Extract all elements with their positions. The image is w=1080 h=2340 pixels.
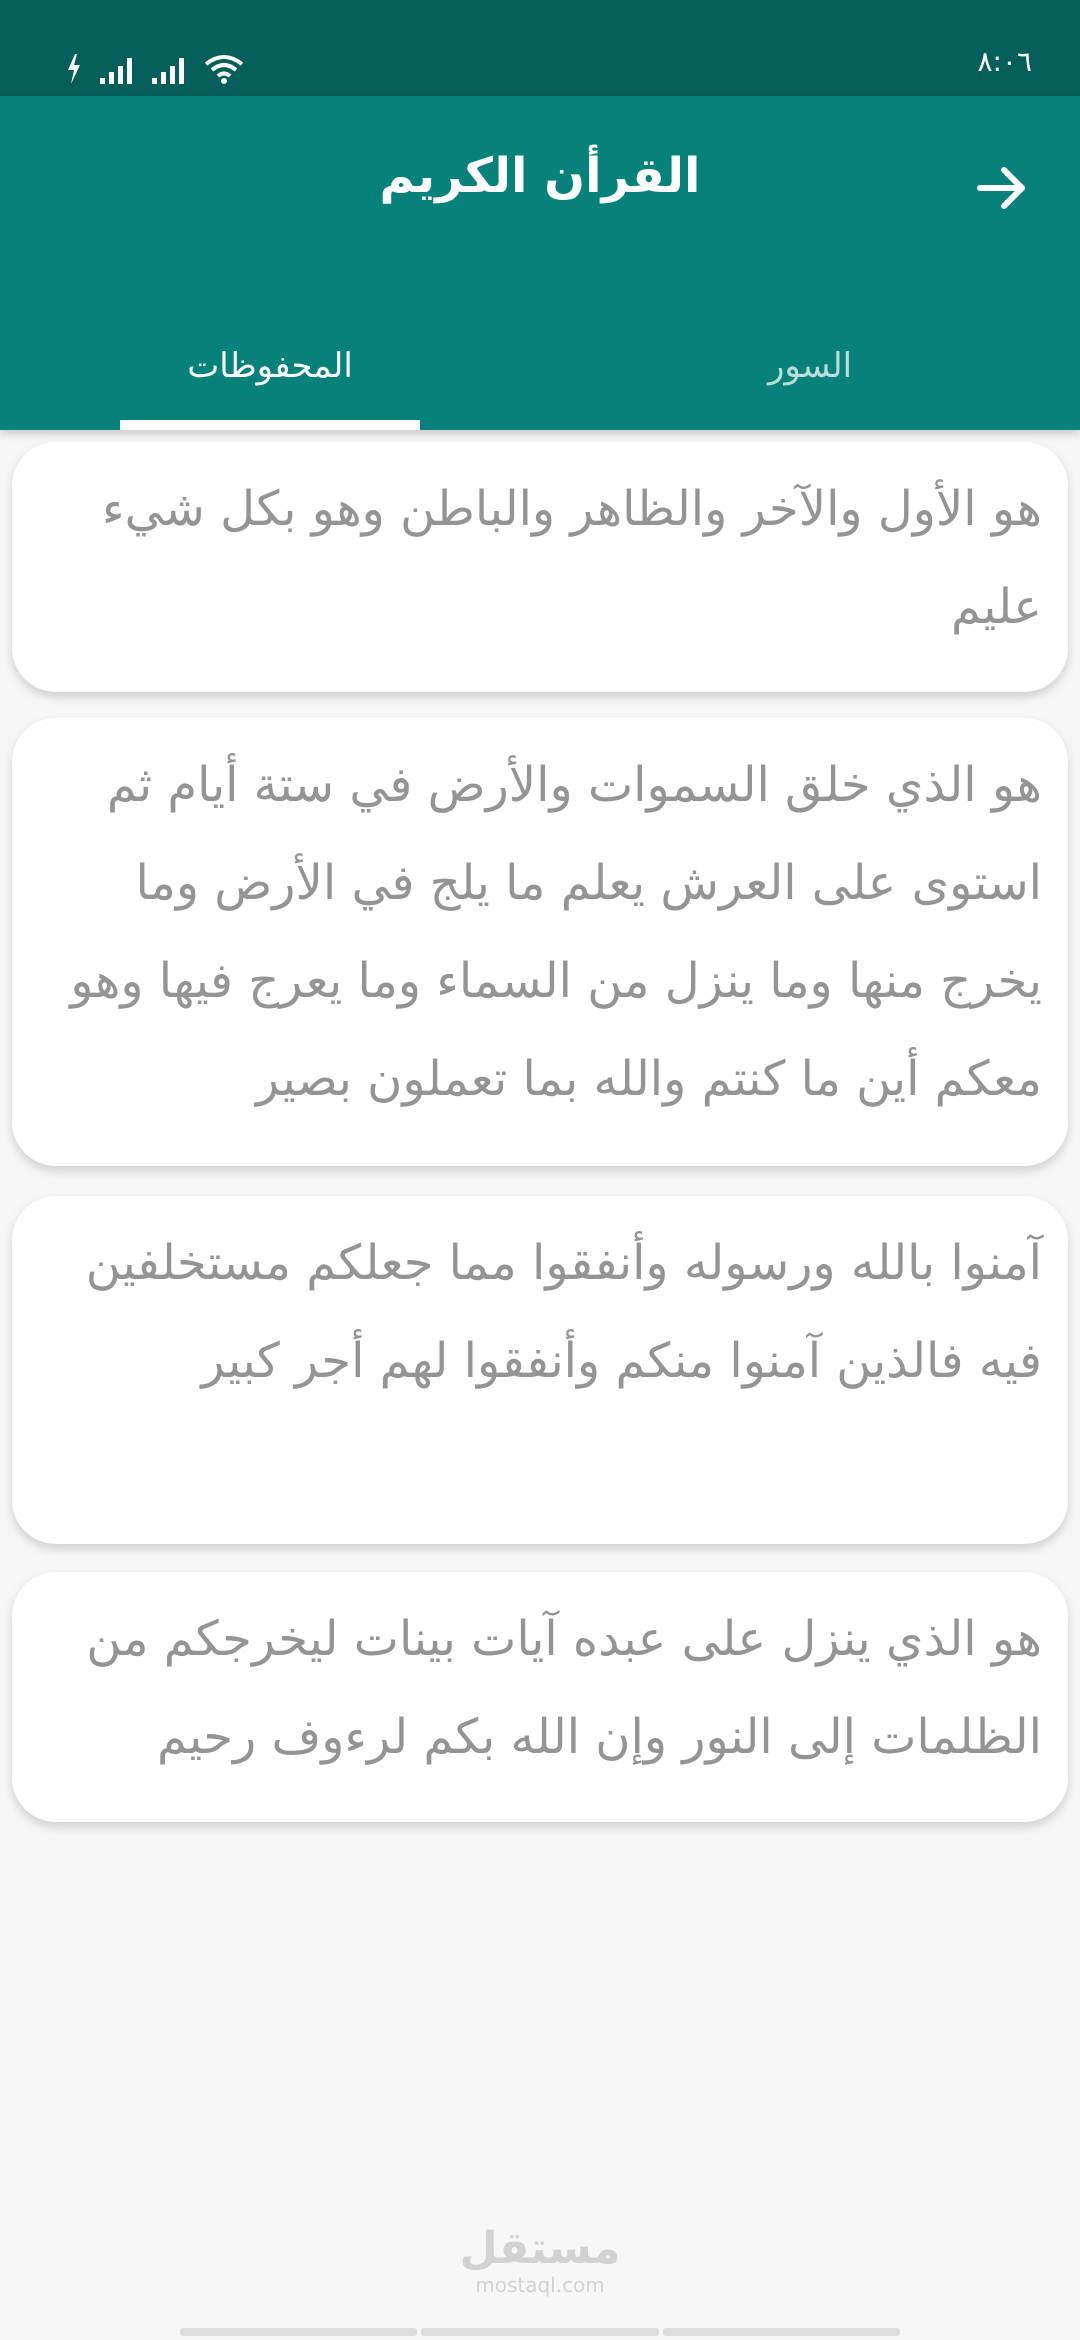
status-time: ٨:٠٦ bbox=[977, 45, 1032, 78]
status-bar bbox=[0, 0, 1080, 96]
charging-icon bbox=[66, 54, 82, 84]
page-title: القرأن الكريم bbox=[379, 148, 701, 204]
status-icons bbox=[66, 44, 244, 84]
nav-segment bbox=[663, 2328, 900, 2336]
verse-text: هو الذي ينزل على عبده آيات بينات ليخرجكم من الظلمات إلى النور وإن الله بكم لرءوف رحيم bbox=[86, 1611, 1042, 1765]
watermark bbox=[0, 2225, 1080, 2297]
navigation-bar[interactable] bbox=[180, 2328, 900, 2336]
verse-text: هو الأول والآخر والظاهر والباطن وهو بكل شيء عليم bbox=[102, 481, 1042, 635]
signal-icon bbox=[152, 58, 186, 84]
arrow-right-icon[interactable] bbox=[972, 158, 1032, 218]
signal-icon bbox=[100, 58, 134, 84]
nav-segment bbox=[421, 2328, 658, 2336]
nav-segment bbox=[180, 2328, 417, 2336]
tab-surahs[interactable]: السور bbox=[767, 346, 853, 386]
wifi-icon bbox=[204, 54, 244, 84]
watermark-latin: mostaql.com bbox=[475, 2273, 605, 2297]
verse-card[interactable] bbox=[12, 718, 1068, 1166]
tab-indicator bbox=[120, 420, 420, 430]
verse-text: هو الذي خلق السموات والأرض في ستة أيام ثم استوى على العرش يعلم ما يلج في الأرض وما يخرج منها وما ينزل من السماء وما يعرج فيها وهو معكم أين ما كنتم والله بما تعملون بصير bbox=[70, 757, 1042, 1107]
verse-text: آمنوا بالله ورسوله وأنفقوا مما جعلكم مستخلفين فيه فالذين آمنوا منكم وأنفقوا لهم أجر كبير bbox=[85, 1235, 1042, 1389]
verse-card[interactable] bbox=[12, 442, 1068, 692]
tab-saved[interactable]: المحفوظات bbox=[187, 346, 353, 386]
tab-bar bbox=[0, 302, 1080, 430]
verse-card[interactable] bbox=[12, 1196, 1068, 1544]
verse-card[interactable] bbox=[12, 1572, 1068, 1822]
watermark-arabic: مستقل bbox=[459, 2223, 621, 2274]
app-bar bbox=[0, 96, 1080, 430]
